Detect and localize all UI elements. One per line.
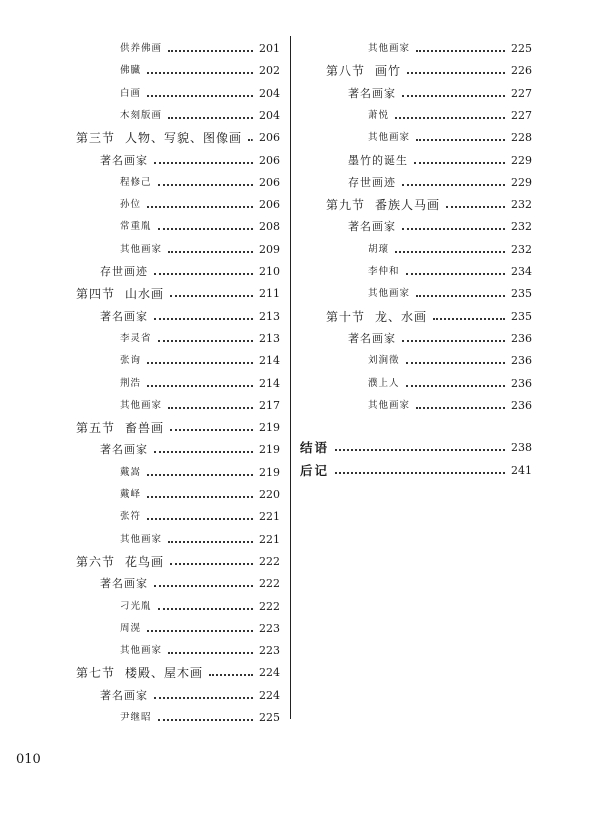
dot-leader: [395, 251, 505, 253]
dot-leader: [406, 273, 505, 275]
toc-entry-title: 画竹: [375, 64, 402, 79]
toc-entry-title: 著名画家: [100, 309, 148, 323]
toc-entry-title: 畜兽画: [125, 421, 165, 436]
toc-page-number: 211: [259, 287, 280, 301]
dot-leader: [147, 385, 253, 387]
toc-page-number: 229: [511, 175, 532, 189]
dot-leader: [168, 251, 253, 253]
toc-page-number: 227: [511, 86, 532, 100]
toc-section-entry: [76, 662, 280, 684]
toc-page-number: 217: [259, 398, 280, 412]
toc-page-number: 227: [511, 108, 532, 122]
toc-page-number: 236: [511, 376, 532, 390]
toc-entry: [368, 261, 532, 283]
toc-page-number: 241: [511, 463, 532, 477]
dot-leader: [335, 472, 505, 474]
toc-page-number: 225: [511, 42, 532, 55]
toc-entry-title: 龙、水画: [375, 309, 428, 324]
toc-entry: [348, 216, 532, 238]
toc-page-number: 204: [259, 108, 280, 122]
toc-entry-title: 戴嵩: [120, 466, 142, 478]
toc-entry-title: 其他画家: [120, 533, 163, 545]
dot-leader: [168, 50, 253, 52]
toc-entry-title: 人物、写貌、图像画: [125, 131, 243, 146]
toc-entry: [348, 83, 532, 105]
toc-page-number: 222: [259, 599, 280, 613]
dot-leader: [335, 449, 505, 451]
toc-entry: [368, 350, 532, 372]
toc-entry-title: 山水画: [125, 287, 165, 302]
toc-entry-title: 结语: [300, 440, 330, 455]
toc-page-number: 232: [511, 220, 532, 234]
toc-entry: [120, 529, 280, 551]
toc-entry: [100, 306, 280, 328]
toc-page-number: 219: [259, 443, 280, 457]
dot-leader: [248, 139, 253, 141]
toc-entry-title: 墨竹的诞生: [348, 153, 408, 167]
dot-leader: [154, 451, 253, 453]
toc-page-number: 224: [259, 688, 280, 702]
toc-entry-title: 张询: [120, 355, 142, 367]
toc-section-label: 第十节: [326, 309, 366, 324]
toc-entry: [368, 105, 532, 127]
dot-leader: [168, 652, 253, 654]
toc-entry: [368, 283, 532, 305]
toc-entry-title: 胡瓌: [368, 243, 390, 255]
dot-leader: [170, 563, 253, 565]
toc-section-label: 第七节: [76, 666, 116, 681]
toc-page-number: 236: [511, 331, 532, 345]
dot-leader: [158, 719, 253, 721]
toc-entry-title: 其他画家: [120, 645, 163, 657]
toc-page-number: 222: [259, 554, 280, 568]
dot-leader: [158, 228, 253, 230]
toc-page-number: 221: [259, 510, 280, 524]
toc-page-number: 236: [511, 398, 532, 412]
toc-entry: [120, 216, 280, 238]
toc-entry: [368, 373, 532, 395]
toc-section-label: 第八节: [326, 64, 366, 79]
dot-leader: [154, 697, 253, 699]
toc-entry-title: 佛臓: [120, 65, 142, 77]
dot-leader: [154, 162, 253, 164]
toc-entry: [100, 150, 280, 172]
toc-section-entry: [76, 417, 280, 439]
toc-entry: [120, 484, 280, 506]
toc-section-label: 第四节: [76, 287, 116, 302]
dot-leader: [402, 95, 505, 97]
dot-leader: [416, 295, 505, 297]
dot-leader: [158, 184, 253, 186]
toc-entry: [120, 194, 280, 216]
dot-leader: [168, 117, 253, 119]
toc-page-number: 214: [259, 376, 280, 390]
dot-leader: [170, 429, 253, 431]
toc-page-number: 223: [259, 621, 280, 635]
toc-entry-title: 供养佛画: [120, 43, 163, 54]
toc-entry-title: 花鸟画: [125, 554, 165, 569]
dot-leader: [416, 139, 505, 141]
toc-entry-title: 其他画家: [368, 132, 411, 144]
toc-page-number: 223: [259, 644, 280, 658]
toc-entry: [120, 506, 280, 528]
toc-section-entry: [326, 60, 532, 82]
dot-leader: [147, 630, 253, 632]
toc-chapter-entry: [300, 460, 532, 482]
dot-leader: [154, 585, 253, 587]
toc-entry: [348, 172, 532, 194]
toc-entry-title: 白画: [120, 87, 142, 99]
toc-entry: [368, 38, 532, 60]
dot-leader: [147, 518, 253, 520]
dot-leader: [395, 117, 505, 119]
toc-entry-title: 刁光胤: [120, 600, 152, 612]
toc-section-label: 第九节: [326, 198, 366, 213]
dot-leader: [158, 340, 253, 342]
dot-leader: [147, 474, 253, 476]
toc-entry: [100, 261, 280, 283]
toc-entry: [120, 350, 280, 372]
dot-leader: [154, 318, 253, 320]
toc-entry-title: 其他画家: [368, 288, 411, 300]
toc-entry-title: 后记: [300, 462, 330, 478]
toc-entry-title: 程修己: [120, 176, 152, 188]
dot-leader: [414, 162, 505, 164]
toc-entry: [120, 618, 280, 640]
toc-section-label: 第三节: [76, 131, 116, 146]
toc-entry: [120, 239, 280, 261]
toc-entry-title: 著名画家: [100, 688, 148, 702]
toc-page-number: 226: [511, 64, 532, 78]
toc-entry-title: 李仲和: [368, 266, 400, 277]
toc-entry-title: 萧悦: [368, 109, 390, 121]
toc-page-number: 224: [259, 666, 280, 680]
dot-leader: [402, 184, 505, 186]
toc-page-number: 206: [259, 131, 280, 145]
toc-page-number: 201: [259, 42, 280, 55]
toc-entry-title: 著名画家: [100, 577, 148, 591]
toc-section-entry: [326, 306, 532, 328]
toc-chapter-entry: [300, 437, 532, 459]
dot-leader: [147, 362, 253, 364]
toc-page-number: 210: [259, 265, 280, 278]
toc-entry-title: 其他画家: [368, 399, 411, 411]
dot-leader: [433, 318, 505, 320]
toc-page-number: 208: [259, 220, 280, 234]
toc-entry: [120, 707, 280, 729]
dot-leader: [170, 295, 253, 297]
toc-entry-title: 存世画迹: [100, 265, 148, 278]
toc-entry-title: 戴峄: [120, 489, 142, 500]
toc-entry-title: 著名画家: [348, 331, 396, 345]
dot-leader: [158, 608, 253, 610]
toc-page-number: 229: [511, 153, 532, 167]
dot-leader: [209, 674, 253, 676]
toc-entry-title: 著名画家: [100, 153, 148, 167]
toc-entry: [120, 38, 280, 60]
dot-leader: [416, 50, 505, 52]
toc-entry: [120, 395, 280, 417]
toc-entry-title: 木刻版画: [120, 109, 163, 121]
column-divider: [290, 36, 291, 719]
dot-leader: [446, 206, 505, 208]
toc-entry: [120, 83, 280, 105]
toc-section-entry: [76, 551, 280, 573]
toc-section-label: 第五节: [76, 421, 116, 436]
dot-leader: [168, 407, 253, 409]
toc-page-number: 214: [259, 354, 280, 368]
toc-entry-title: 其他画家: [120, 243, 163, 255]
toc-entry: [368, 127, 532, 149]
toc-entry-title: 李灵省: [120, 332, 152, 344]
toc-entry-title: 其他画家: [120, 399, 163, 411]
toc-entry: [120, 172, 280, 194]
toc-page-number: 232: [511, 242, 532, 256]
toc-entry-title: 著名画家: [348, 220, 396, 234]
toc-entry: [120, 105, 280, 127]
toc-entry: [368, 239, 532, 261]
toc-entry-title: 著名画家: [348, 86, 396, 100]
toc-page-number: 219: [259, 421, 280, 435]
dot-leader: [406, 362, 505, 364]
toc-page-number: 234: [511, 265, 532, 278]
toc-page-number: 235: [511, 309, 532, 323]
dot-leader: [147, 206, 253, 208]
toc-entry: [348, 328, 532, 350]
toc-entry: [100, 439, 280, 461]
toc-page-number: 238: [511, 441, 532, 454]
toc-entry: [120, 328, 280, 350]
toc-entry: [120, 373, 280, 395]
toc-entry-title: 存世画迹: [348, 175, 396, 189]
toc-entry: [348, 150, 532, 172]
dot-leader: [402, 340, 505, 342]
toc-page-number: 225: [259, 711, 280, 724]
toc-entry-title: 周滉: [120, 622, 142, 634]
toc-page-number: 206: [259, 153, 280, 167]
toc-page-number: 222: [259, 577, 280, 591]
toc-section-entry: [76, 283, 280, 305]
toc-entry-title: 楼殿、屋木画: [125, 666, 204, 681]
dot-leader: [406, 385, 505, 387]
toc-entry-title: 番族人马画: [375, 198, 441, 213]
toc-page-number: 209: [259, 242, 280, 256]
toc-section-entry: [76, 127, 280, 149]
toc-entry: [120, 462, 280, 484]
toc-page-number: 204: [259, 86, 280, 100]
dot-leader: [147, 72, 253, 74]
dot-leader: [416, 407, 505, 409]
dot-leader: [168, 541, 253, 543]
toc-entry: [100, 685, 280, 707]
toc-section-entry: [326, 194, 532, 216]
toc-page-number: 236: [511, 354, 532, 368]
dot-leader: [147, 496, 253, 498]
toc-entry: [120, 640, 280, 662]
dot-leader: [147, 95, 253, 97]
toc-entry: [100, 573, 280, 595]
toc-entry-title: 濮上人: [368, 377, 400, 389]
toc-section-label: 第六节: [76, 554, 116, 569]
toc-entry-title: 著名画家: [100, 443, 148, 457]
toc-page-number: 232: [511, 198, 532, 212]
dot-leader: [402, 228, 505, 230]
toc-entry: [120, 596, 280, 618]
toc-entry-title: 其他画家: [368, 43, 411, 54]
page-number: 010: [16, 752, 41, 767]
toc-page-number: 206: [259, 198, 280, 212]
dot-leader: [154, 273, 253, 275]
toc-page-number: 213: [259, 309, 280, 323]
toc-entry-title: 常重胤: [120, 221, 152, 233]
toc-page-number: 221: [259, 532, 280, 546]
toc-page-number: 213: [259, 331, 280, 345]
toc-page-number: 202: [259, 64, 280, 78]
toc-page-number: 219: [259, 465, 280, 479]
toc-entry-title: 刘涧徵: [368, 355, 400, 367]
toc-page-number: 220: [259, 488, 280, 501]
toc-entry: [368, 395, 532, 417]
toc-page-number: 228: [511, 131, 532, 145]
toc-entry: [120, 60, 280, 82]
toc-entry-title: 孙位: [120, 199, 142, 211]
toc-entry-title: 荆浩: [120, 377, 142, 389]
dot-leader: [407, 72, 505, 74]
toc-entry-title: 尹继昭: [120, 712, 152, 723]
toc-page-number: 235: [511, 287, 532, 301]
toc-page-number: 206: [259, 175, 280, 189]
toc-entry-title: 张符: [120, 511, 142, 523]
